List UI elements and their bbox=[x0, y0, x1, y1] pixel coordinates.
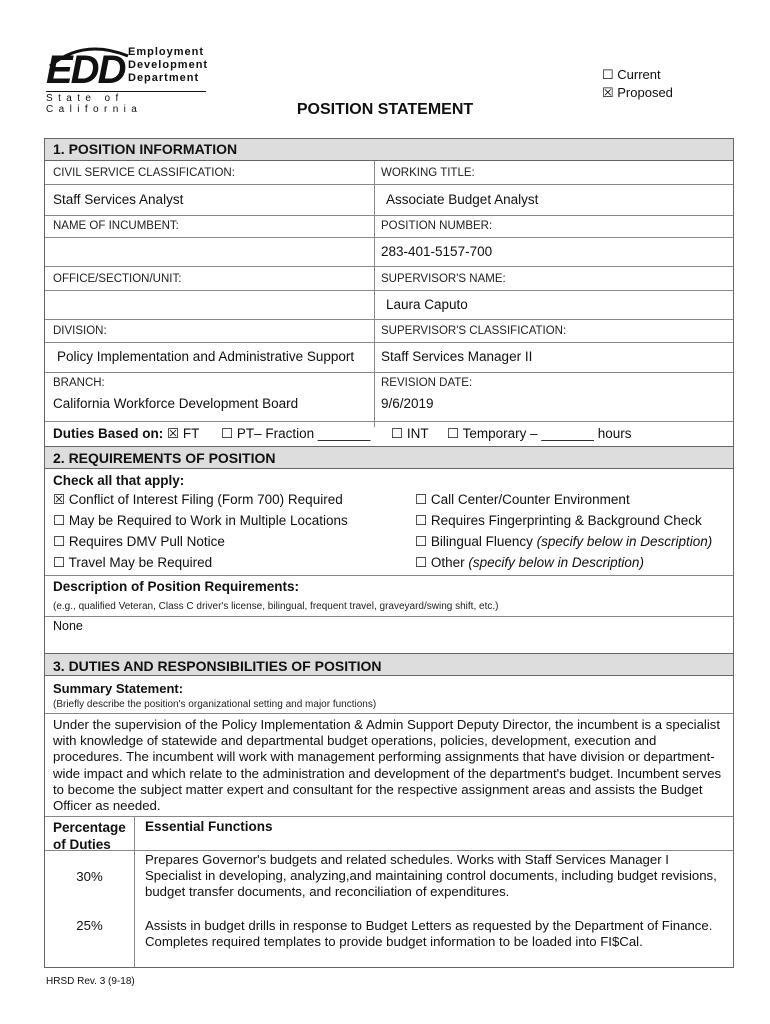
current-checkbox[interactable]: ☐ Current bbox=[602, 67, 661, 82]
row-divider bbox=[45, 215, 733, 216]
branch-label: BRANCH: bbox=[53, 377, 105, 389]
conflict-of-interest-checkbox[interactable]: ☒ Conflict of Interest Filing (Form 700) Required bbox=[53, 492, 343, 507]
summary-statement-field[interactable]: Under the supervision of the Policy Implementation & Admin Support Deputy Director, the incumbent is a specialist with knowledge of statewide and departmental budget operations, policies, development, execution and procedures. The incumbent will work with management performing assignments that have division or department-wide impact and which relate to the administration and development of the department's budget. Incumbent serves to become the subject matter expert and consultant for the respective assignment areas and assists the Budget Officer as needed. bbox=[53, 717, 722, 814]
division-label: DIVISION: bbox=[53, 325, 107, 337]
fingerprinting-checkbox[interactable]: ☐ Requires Fingerprinting & Background Check bbox=[415, 513, 702, 528]
section2-heading: 2. REQUIREMENTS OF POSITION bbox=[45, 446, 733, 469]
working-title-label: WORKING TITLE: bbox=[381, 167, 475, 179]
revision-date-field[interactable]: 9/6/2019 bbox=[381, 396, 434, 411]
row-divider bbox=[45, 266, 733, 267]
desc-requirements-hint: (e.g., qualified Veteran, Class C driver's license, bilingual, frequent travel, graveyard/swing shift, etc.) bbox=[53, 601, 499, 612]
summary-label: Summary Statement: bbox=[53, 681, 184, 696]
row-divider bbox=[45, 421, 733, 422]
duties-based-label: Duties Based on: bbox=[53, 426, 164, 441]
incumbent-label: NAME OF INCUMBENT: bbox=[53, 220, 179, 232]
pt-checkbox[interactable]: ☐ PT– Fraction _______ bbox=[221, 426, 371, 441]
revision-label: REVISION DATE: bbox=[381, 377, 473, 389]
supervisor-name-label: SUPERVISOR'S NAME: bbox=[381, 273, 506, 285]
row-divider bbox=[45, 372, 733, 373]
duty-text[interactable]: Prepares Governor's budgets and related schedules. Works with Staff Services Manager I Specialist in developing, analyzing,and maintaining control documents, including budget revisions, budget transfer documents, and reconciliation of expenditures. bbox=[145, 852, 717, 900]
edd-logo-department-name: Employment Development Department bbox=[128, 46, 209, 84]
check-all-label: Check all that apply: bbox=[53, 473, 185, 488]
row-divider bbox=[45, 713, 733, 714]
position-statement-form bbox=[44, 138, 734, 968]
duties-column-divider bbox=[134, 816, 135, 967]
temporary-checkbox[interactable]: ☐ Temporary – _______ hours bbox=[447, 426, 632, 441]
ft-checkbox[interactable]: ☒ FT bbox=[167, 426, 200, 441]
row-divider bbox=[45, 575, 733, 576]
supervisor-class-field[interactable]: Staff Services Manager II bbox=[381, 349, 533, 364]
division-field[interactable]: Policy Implementation and Administrative Support bbox=[57, 349, 355, 364]
travel-checkbox[interactable]: ☐ Travel May be Required bbox=[53, 555, 213, 570]
office-label: OFFICE/SECTION/UNIT: bbox=[53, 273, 182, 285]
bilingual-checkbox[interactable]: ☐ Bilingual Fluency (specify below in Description) bbox=[415, 534, 713, 549]
working-title-field[interactable]: Associate Budget Analyst bbox=[386, 192, 539, 207]
row-divider bbox=[45, 616, 733, 617]
other-checkbox[interactable]: ☐ Other (specify below in Description) bbox=[415, 555, 644, 570]
page-title: POSITION STATEMENT bbox=[296, 101, 474, 118]
edd-logo: EDD bbox=[46, 48, 125, 92]
desc-requirements-field[interactable]: None bbox=[53, 619, 83, 633]
dmv-pull-checkbox[interactable]: ☐ Requires DMV Pull Notice bbox=[53, 534, 225, 549]
section3-heading: 3. DUTIES AND RESPONSIBILITIES OF POSITION bbox=[45, 653, 733, 676]
row-divider bbox=[45, 816, 733, 817]
essential-functions-header: Essential Functions bbox=[145, 819, 273, 834]
summary-hint: (Briefly describe the position's organizational setting and major functions) bbox=[53, 699, 377, 710]
edd-logo-state: State of California bbox=[46, 91, 206, 115]
duty-percentage: 30% bbox=[76, 869, 103, 884]
section1-heading: 1. POSITION INFORMATION bbox=[45, 139, 733, 161]
position-number-label: POSITION NUMBER: bbox=[381, 220, 493, 232]
civil-service-field[interactable]: Staff Services Analyst bbox=[53, 192, 184, 207]
duties-based-row bbox=[53, 426, 199, 442]
row-divider bbox=[45, 184, 733, 185]
form-revision-footer: HRSD Rev. 3 (9-18) bbox=[46, 976, 135, 987]
desc-requirements-label: Description of Position Requirements: bbox=[53, 579, 300, 594]
branch-field[interactable]: California Workforce Development Board bbox=[53, 396, 299, 411]
row-divider bbox=[45, 342, 733, 343]
row-divider bbox=[45, 319, 733, 320]
supervisor-class-label: SUPERVISOR'S CLASSIFICATION: bbox=[381, 325, 567, 337]
row-divider bbox=[45, 290, 733, 291]
row-divider bbox=[45, 237, 733, 238]
call-center-checkbox[interactable]: ☐ Call Center/Counter Environment bbox=[415, 492, 630, 507]
supervisor-name-field[interactable]: Laura Caputo bbox=[386, 297, 468, 312]
row-divider bbox=[45, 850, 733, 851]
duty-text[interactable]: Assists in budget drills in response to Budget Letters as requested by the Department of Finance. Completes required templates to provide budget information to be loaded into FI$Cal. bbox=[145, 918, 713, 950]
status-options bbox=[602, 66, 673, 102]
multiple-locations-checkbox[interactable]: ☐ May be Required to Work in Multiple Locations bbox=[53, 513, 348, 528]
column-divider bbox=[374, 161, 375, 427]
percentage-header: Percentage of Duties bbox=[53, 820, 126, 852]
duty-percentage: 25% bbox=[76, 918, 103, 933]
position-number-field[interactable]: 283-401-5157-700 bbox=[381, 244, 493, 259]
civil-service-label: CIVIL SERVICE CLASSIFICATION: bbox=[53, 167, 235, 179]
proposed-checkbox[interactable]: ☒ Proposed bbox=[602, 85, 673, 100]
int-checkbox[interactable]: ☐ INT bbox=[391, 426, 429, 441]
